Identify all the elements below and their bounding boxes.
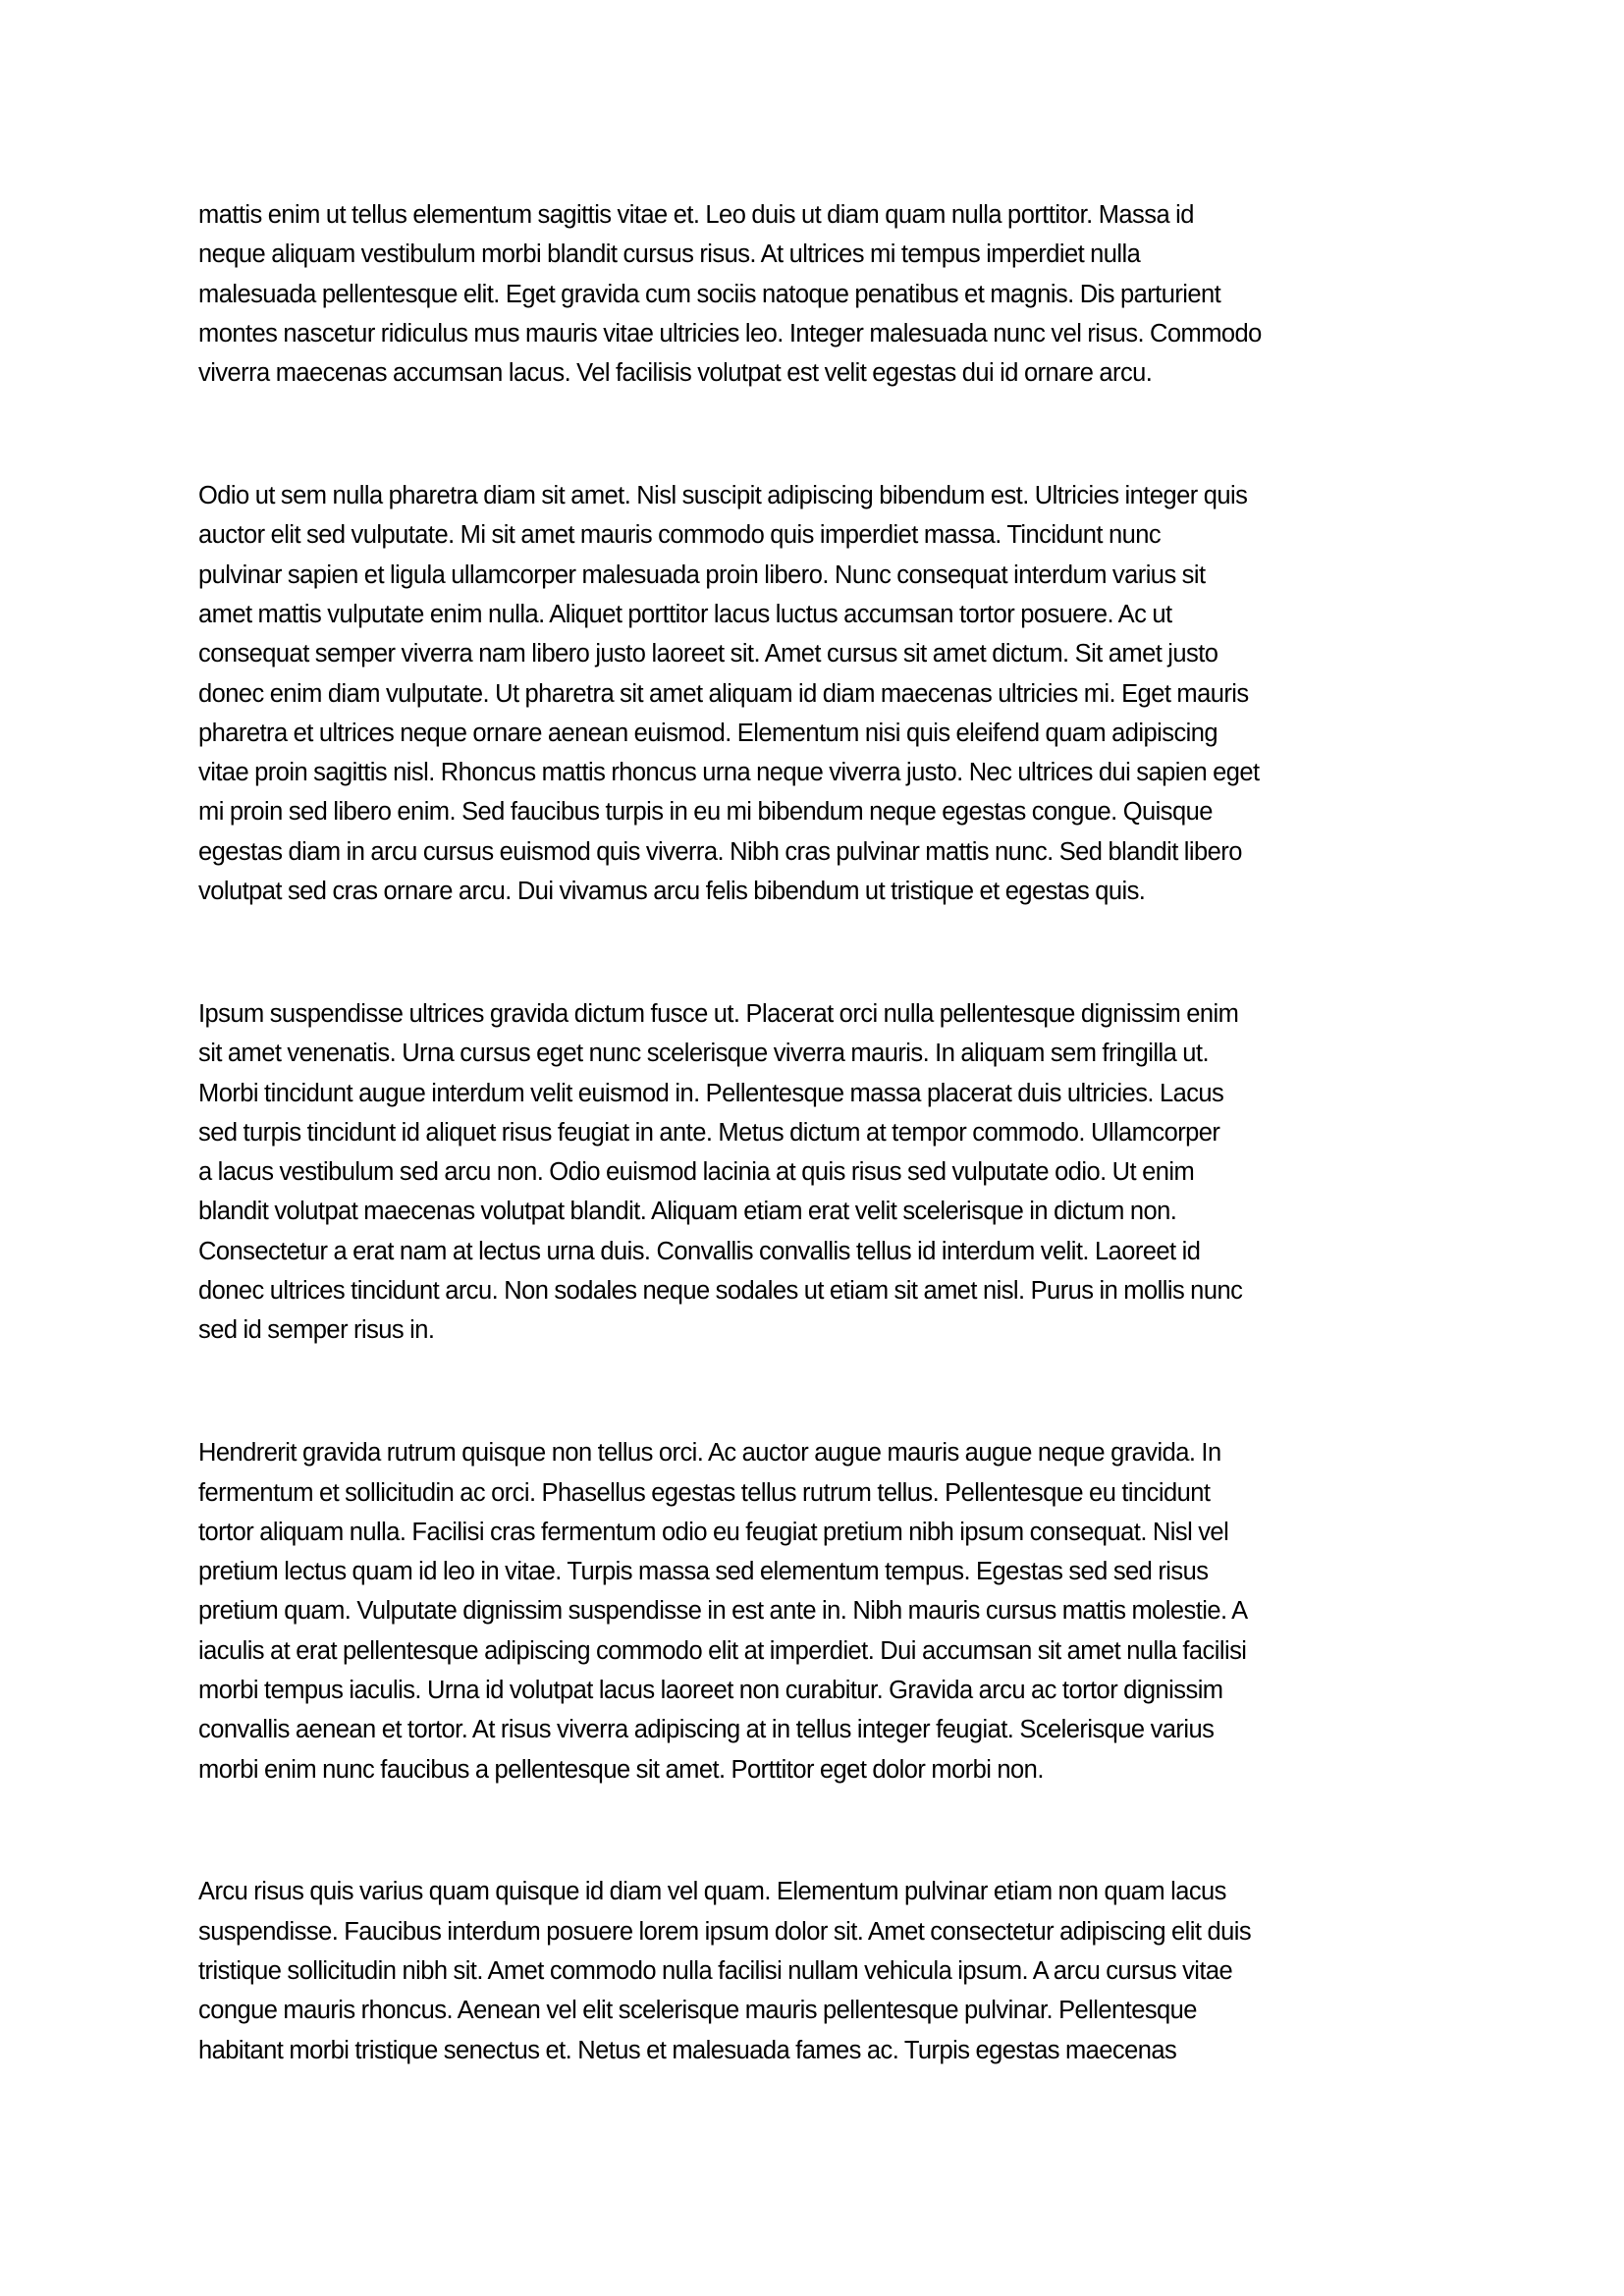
text-line: sit amet venenatis. Urna cursus eget nunc scelerisque viverra mauris. In aliquam sem fringilla ut.	[198, 1040, 1209, 1068]
text-line: tortor aliquam nulla. Facilisi cras fermentum odio eu feugiat pretium nibh ipsum consequat. Nisl vel	[198, 1518, 1229, 1546]
text-line: amet mattis vulputate enim nulla. Aliquet porttitor lacus luctus accumsan tortor posuere. Ac ut	[198, 600, 1172, 628]
text-line: Odio ut sem nulla pharetra diam sit amet. Nisl suscipit adipiscing bibendum est. Ultricies integer quis	[198, 482, 1248, 510]
text-line: donec ultrices tincidunt arcu. Non sodales neque sodales ut etiam sit amet nisl. Purus in mollis nunc	[198, 1277, 1243, 1306]
text-line: habitant morbi tristique senectus et. Netus et malesuada fames ac. Turpis egestas maecenas	[198, 2036, 1177, 2064]
text-line: iaculis at erat pellentesque adipiscing commodo elit at imperdiet. Dui accumsan sit amet nulla facilisi	[198, 1636, 1247, 1665]
text-line: malesuada pellentesque elit. Eget gravida cum sociis natoque penatibus et magnis. Dis parturient	[198, 280, 1221, 308]
text-line: mattis enim ut tellus elementum sagittis vitae et. Leo duis ut diam quam nulla porttitor. Massa id	[198, 201, 1194, 229]
text-line: convallis aenean et tortor. At risus viverra adipiscing at in tellus integer feugiat. Scelerisque varius	[198, 1716, 1215, 1744]
text-line: Consectetur a erat nam at lectus urna duis. Convallis convallis tellus id interdum velit. Laoreet id	[198, 1237, 1201, 1265]
text-line: donec enim diam vulputate. Ut pharetra sit amet aliquam id diam maecenas ultricies mi. Eget mauris	[198, 679, 1249, 708]
text-line: montes nascetur ridiculus mus mauris vitae ultricies leo. Integer malesuada nunc vel risus. Commodo	[198, 319, 1262, 347]
text-line: a lacus vestibulum sed arcu non. Odio euismod lacinia at quis risus sed vulputate odio. Ut enim	[198, 1158, 1195, 1187]
text-line: viverra maecenas accumsan lacus. Vel facilisis volutpat est velit egestas dui id ornare arcu.	[198, 359, 1153, 388]
text-line: auctor elit sed vulputate. Mi sit amet mauris commodo quis imperdiet massa. Tincidunt nunc	[198, 521, 1162, 550]
text-line: sed id semper risus in.	[198, 1316, 435, 1345]
text-line: fermentum et sollicitudin ac orci. Phasellus egestas tellus rutrum tellus. Pellentesque eu tincidunt	[198, 1478, 1211, 1507]
text-line: consequat semper viverra nam libero justo laoreet sit. Amet cursus sit amet dictum. Sit amet justo	[198, 640, 1218, 668]
text-line: morbi tempus iaculis. Urna id volutpat lacus laoreet non curabitur. Gravida arcu ac tortor dignissim	[198, 1676, 1223, 1704]
text-line: Ipsum suspendisse ultrices gravida dictum fusce ut. Placerat orci nulla pellentesque dignissim enim	[198, 999, 1239, 1028]
paragraph-5	[198, 1872, 1435, 2069]
paragraph-2	[198, 476, 1435, 911]
text-line: morbi enim nunc faucibus a pellentesque sit amet. Porttitor eget dolor morbi non.	[198, 1755, 1044, 1784]
paragraph-3	[198, 994, 1435, 1351]
text-line: Morbi tincidunt augue interdum velit euismod in. Pellentesque massa placerat duis ultricies. Lacus	[198, 1079, 1224, 1107]
text-line: pretium quam. Vulputate dignissim suspendisse in est ante in. Nibh mauris cursus mattis molestie. A	[198, 1597, 1248, 1626]
paragraph-1	[198, 195, 1435, 393]
text-line: pulvinar sapien et ligula ullamcorper malesuada proin libero. Nunc consequat interdum varius sit	[198, 561, 1206, 589]
text-line: sed turpis tincidunt id aliquet risus feugiat in ante. Metus dictum at tempor commodo. Ullamcorper	[198, 1118, 1220, 1147]
text-line: neque aliquam vestibulum morbi blandit cursus risus. At ultrices mi tempus imperdiet nulla	[198, 240, 1141, 269]
text-line: pretium lectus quam id leo in vitae. Turpis massa sed elementum tempus. Egestas sed sed risus	[198, 1558, 1209, 1586]
text-line: egestas diam in arcu cursus euismod quis viverra. Nibh cras pulvinar mattis nunc. Sed blandit libero	[198, 837, 1242, 866]
text-line: Hendrerit gravida rutrum quisque non tellus orci. Ac auctor augue mauris augue neque gravida. In	[198, 1439, 1221, 1468]
text-line: congue mauris rhoncus. Aenean vel elit scelerisque mauris pellentesque pulvinar. Pellentesque	[198, 1997, 1197, 2025]
text-line: mi proin sed libero enim. Sed faucibus turpis in eu mi bibendum neque egestas congue. Quisque	[198, 798, 1213, 827]
text-line: volutpat sed cras ornare arcu. Dui vivamus arcu felis bibendum ut tristique et egestas quis.	[198, 878, 1146, 906]
text-line: vitae proin sagittis nisl. Rhoncus mattis rhoncus urna neque viverra justo. Nec ultrices dui sapien eget	[198, 759, 1260, 787]
text-line: tristique sollicitudin nibh sit. Amet commodo nulla facilisi nullam vehicula ipsum. A arcu cursus vitae	[198, 1957, 1233, 1986]
document-body	[198, 195, 1435, 2154]
text-line: suspendisse. Faucibus interdum posuere lorem ipsum dolor sit. Amet consectetur adipiscing elit duis	[198, 1917, 1252, 1946]
paragraph-4	[198, 1433, 1435, 1789]
text-line: blandit volutpat maecenas volutpat blandit. Aliquam etiam erat velit scelerisque in dictum non.	[198, 1198, 1177, 1226]
text-line: Arcu risus quis varius quam quisque id diam vel quam. Elementum pulvinar etiam non quam lacus	[198, 1878, 1226, 1906]
text-line: pharetra et ultrices neque ornare aenean euismod. Elementum nisi quis eleifend quam adipiscing	[198, 719, 1218, 747]
